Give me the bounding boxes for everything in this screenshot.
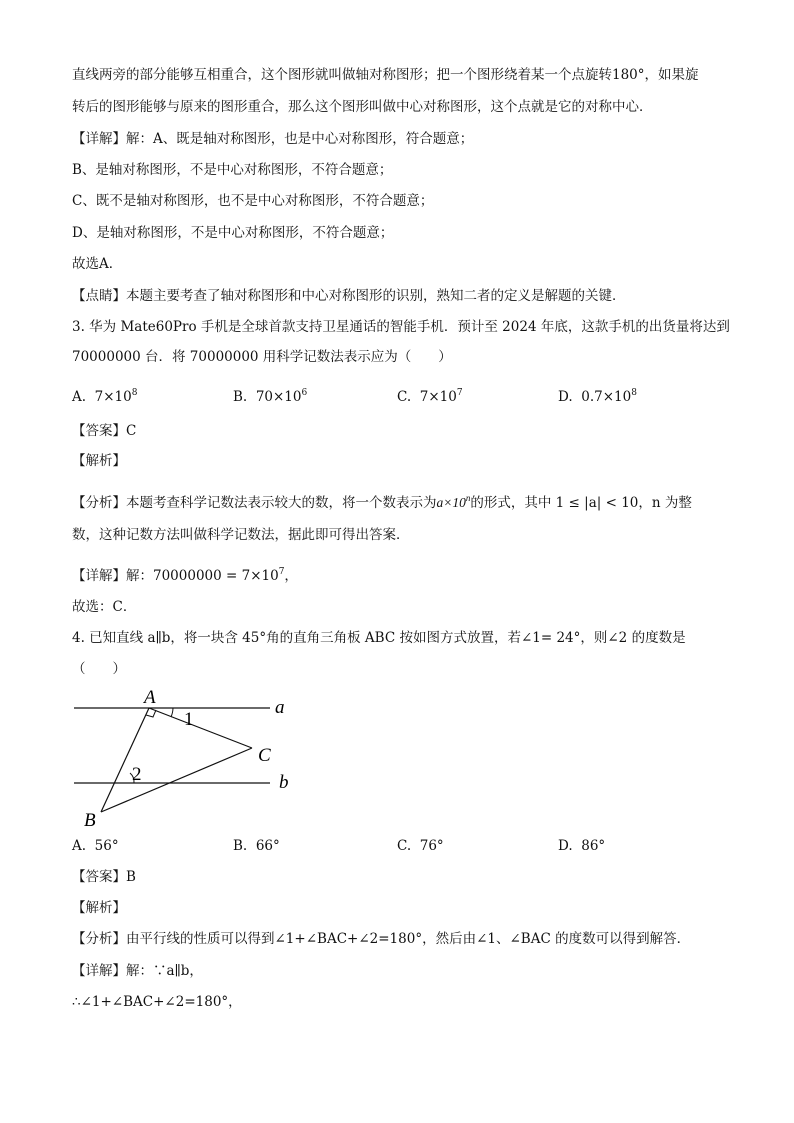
detail-line: 【详解】解：∵a∥b， xyxy=(72,963,203,979)
option-b: B. 66° xyxy=(233,838,280,854)
answer-line: 【答案】B xyxy=(72,869,136,885)
analysis-line: 数，这种记数方法叫做科学记数法，据此即可得出答案． xyxy=(72,527,410,543)
label-B: B xyxy=(84,810,96,831)
side-ac xyxy=(149,708,252,748)
label-C: C xyxy=(258,745,271,766)
text-line: D、是轴对称图形，不是中心对称图形，不符合题意； xyxy=(72,225,394,241)
text-line: 转后的图形能够与原来的图形重合，那么这个图形叫做中心对称图形，这个点就是它的对称中心． xyxy=(72,99,653,115)
option-a: A. 56° xyxy=(72,838,119,854)
side-bc xyxy=(101,748,252,812)
comment-line: 【点睛】本题主要考查了轴对称图形和中心对称图形的识别，熟知二者的定义是解题的关键． xyxy=(72,288,626,304)
label-a: a xyxy=(275,697,285,718)
choice-line: 故选A． xyxy=(72,256,123,272)
analysis-line: 【分析】本题考查科学记数法表示较大的数，将一个数表示为$a\times 10^n$的形式，其中 1 ≤ |a| < 10，n 为整 xyxy=(72,493,692,511)
step-line: ∴∠1+∠BAC+∠2=180°， xyxy=(72,994,242,1010)
question-4-stem: 4. 已知直线 a∥b，将一块含 45°角的直角三角板 ABC 按如图方式放置，若∠1= 24°，则∠2 的度数是 xyxy=(72,630,686,646)
text-line: 直线两旁的部分能够互相重合，这个图形就叫做轴对称图形；把一个图形绕着某一个点旋转180°，如果旋 xyxy=(72,67,699,83)
analysis-line: 【分析】由平行线的性质可以得到∠1+∠BAC+∠2=180°，然后由∠1、∠BAC 的度数可以得到解答． xyxy=(72,931,691,947)
option-a: A. $7\times 10^8$ xyxy=(72,388,138,405)
angle-1-arc xyxy=(171,708,173,717)
text-line: C、既不是轴对称图形，也不是中心对称图形，不符合题意； xyxy=(72,193,434,209)
analysis-heading: 【解析】 xyxy=(72,453,126,469)
side-ab xyxy=(101,708,149,812)
question-3-stem: 70000000 台．将 70000000 用科学记数法表示应为（ ） xyxy=(72,349,452,365)
geometry-figure xyxy=(60,684,320,834)
choice-line: 故选：C． xyxy=(72,599,137,615)
detail-line: 【详解】解：$70000000 = 7\times 10^7$， xyxy=(72,567,298,584)
label-b: b xyxy=(279,772,289,793)
detail-line: 【详解】解：A、既是轴对称图形，也是中心对称图形，符合题意； xyxy=(72,131,474,147)
option-c: C. $7\times 10^7$ xyxy=(397,388,463,405)
text-line: B、是轴对称图形，不是中心对称图形，不符合题意； xyxy=(72,162,393,178)
analysis-heading: 【解析】 xyxy=(72,900,126,916)
answer-line: 【答案】C xyxy=(72,423,137,439)
question-4-stem: （ ） xyxy=(72,661,126,677)
question-3-stem: 3. 华为 Mate60Pro 手机是全球首款支持卫星通话的智能手机．预计至 2024 年底，这款手机的出货量将达到 xyxy=(72,319,730,335)
label-A: A xyxy=(144,687,156,708)
label-1: 1 xyxy=(184,709,194,730)
option-b: B. $70\times 10^6$ xyxy=(233,388,308,405)
option-d: D. $0.7\times 10^8$ xyxy=(558,388,637,405)
option-c: C. 76° xyxy=(397,838,444,854)
label-2: 2 xyxy=(132,764,142,785)
option-d: D. 86° xyxy=(558,838,606,854)
